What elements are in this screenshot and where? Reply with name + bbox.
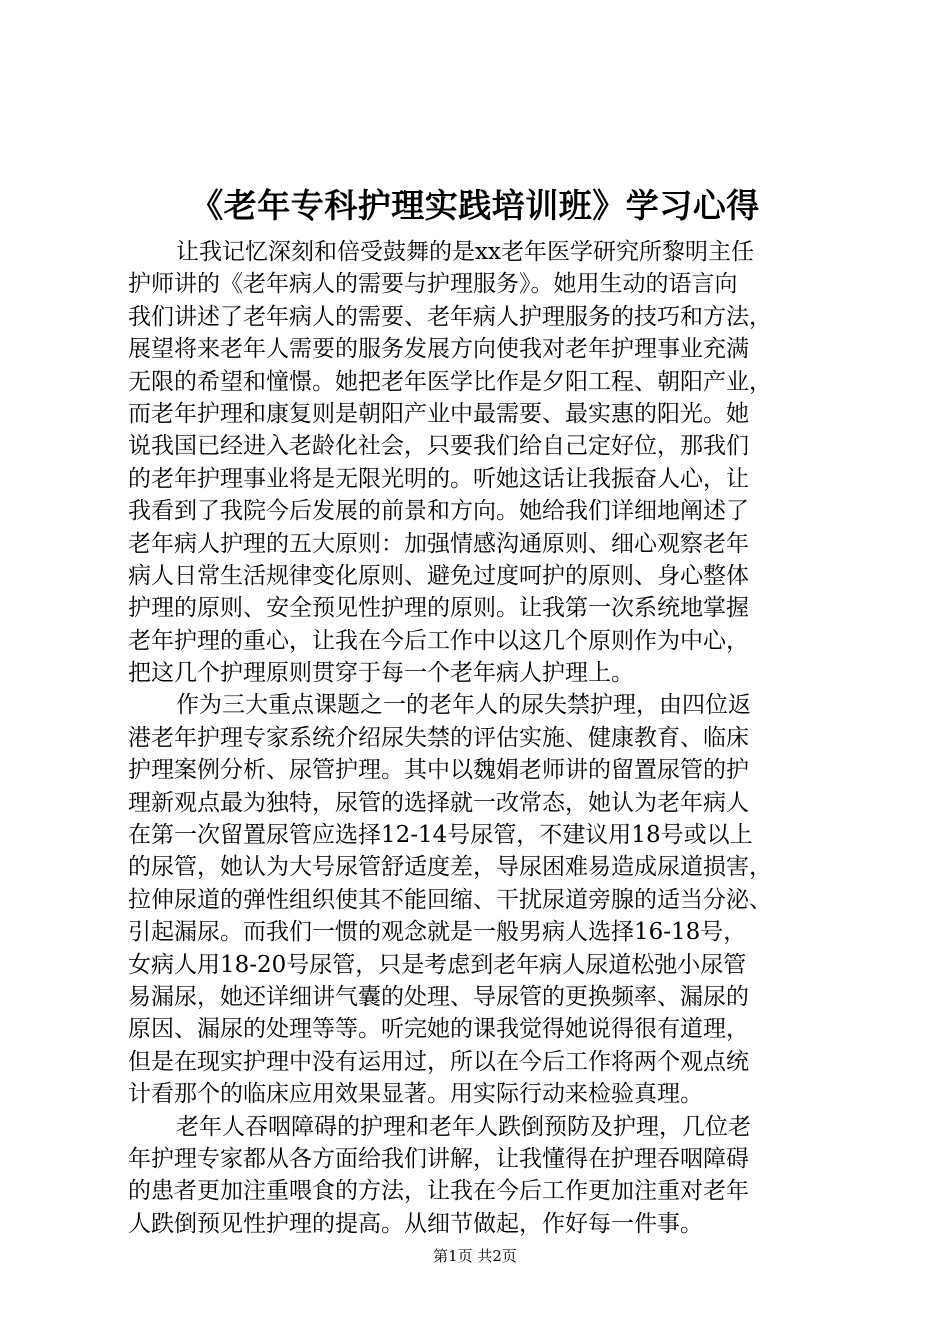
text-line: 的尿管，她认为大号尿管舒适度差，导尿困难易造成尿道损害， <box>128 854 772 881</box>
text-line: 而老年护理和康复则是朝阳产业中最需要、最实惠的阳光。她 <box>128 400 749 427</box>
text-line: 年护理专家都从各方面给我们讲解，让我懂得在护理吞咽障碍 <box>128 1145 749 1172</box>
page-number-footer: 第1页 共2页 <box>433 1247 517 1265</box>
paragraph-2 <box>128 689 828 1110</box>
text-line: 护理案例分析、尿管护理。其中以魏娟老师讲的留置尿管的护 <box>128 757 749 784</box>
text-line: 把这几个护理原则贯穿于每一个老年病人护理上。 <box>128 660 634 687</box>
text-line: 易漏尿，她还详细讲气囊的处理、导尿管的更换频率、漏尿的 <box>128 983 749 1010</box>
document-title: 《老年专科护理实践培训班》学习心得 <box>190 186 760 225</box>
text-line: 病人日常生活规律变化原则、避免过度呵护的原则、身心整体 <box>128 562 749 589</box>
text-line: 老年护理的重心，让我在今后工作中以这几个原则作为中心， <box>128 627 749 654</box>
text-line: 理新观点最为独特，尿管的选择就一改常态，她认为老年病人 <box>128 789 749 816</box>
document-body <box>128 236 828 1240</box>
text-line: 让我记忆深刻和倍受鼓舞的是xx老年医学研究所黎明主任 <box>176 239 754 265</box>
text-line: 我们讲述了老年病人的需要、老年病人护理服务的技巧和方法， <box>128 303 772 330</box>
text-line: 无限的希望和憧憬。她把老年医学比作是夕阳工程、朝阳产业， <box>128 368 772 395</box>
text-line: 原因、漏尿的处理等等。听完她的课我觉得她说得很有道理， <box>128 1016 749 1043</box>
text-line: 拉伸尿道的弹性组织使其不能回缩、干扰尿道旁腺的适当分泌、 <box>128 886 772 913</box>
text-line: 展望将来老年人需要的服务发展方向使我对老年护理事业充满 <box>128 336 749 363</box>
text-line: 引起漏尿。而我们一惯的观念就是一般男病人选择16-18号， <box>128 919 747 946</box>
text-line: 的患者更加注重喂食的方法，让我在今后工作更加注重对老年 <box>128 1178 749 1205</box>
text-line: 作为三大重点课题之一的老年人的尿失禁护理，由四位返 <box>176 692 751 719</box>
text-line: 港老年护理专家系统介绍尿失禁的评估实施、健康教育、临床 <box>128 724 749 751</box>
text-line: 说我国已经进入老龄化社会，只要我们给自己定好位，那我们 <box>128 433 749 460</box>
text-line: 的老年护理事业将是无限光明的。听她这话让我振奋人心，让 <box>128 465 749 492</box>
text-line: 老年病人护理的五大原则：加强情感沟通原则、细心观察老年 <box>128 530 749 557</box>
text-line: 护师讲的《老年病人的需要与护理服务》。她用生动的语言向 <box>128 271 738 298</box>
text-line: 在第一次留置尿管应选择12-14号尿管，不建议用18号或以上 <box>128 822 753 849</box>
text-line: 人跌倒预见性护理的提高。从细节做起，作好每一件事。 <box>128 1210 703 1237</box>
text-line: 老年人吞咽障碍的护理和老年人跌倒预防及护理，几位老 <box>176 1113 751 1140</box>
paragraph-1 <box>128 236 828 689</box>
text-line: 我看到了我院今后发展的前景和方向。她给我们详细地阐述了 <box>128 498 749 525</box>
text-line: 女病人用18-20号尿管，只是考虑到老年病人尿道松弛小尿管 <box>128 951 747 978</box>
paragraph-3 <box>128 1111 828 1241</box>
text-line: 但是在现实护理中没有运用过，所以在今后工作将两个观点统 <box>128 1048 749 1075</box>
text-line: 计看那个的临床应用效果显著。用实际行动来检验真理。 <box>128 1081 703 1108</box>
text-line: 护理的原则、安全预见性护理的原则。让我第一次系统地掌握 <box>128 595 749 622</box>
